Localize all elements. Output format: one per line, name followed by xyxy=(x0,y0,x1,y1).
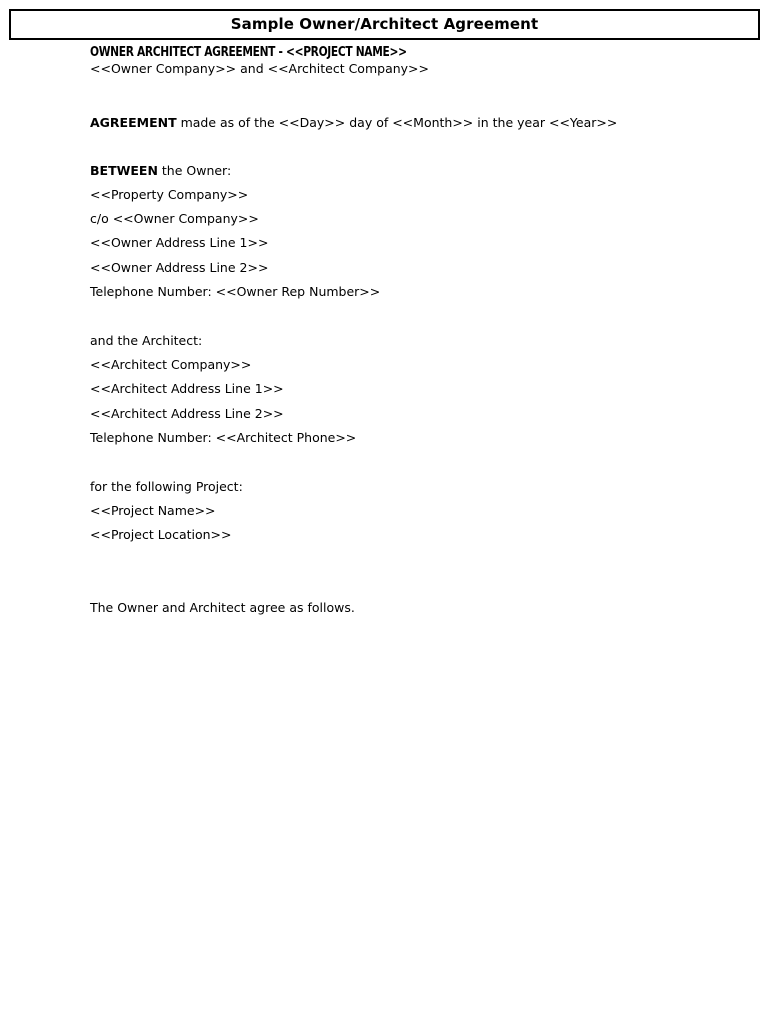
owner-line: c/o <<Owner Company>> xyxy=(90,211,259,226)
project-heading: OWNER ARCHITECT AGREEMENT - <<PROJECT NAME>> xyxy=(90,45,407,60)
project-line: <<Project Location>> xyxy=(90,527,232,542)
closing-statement: The Owner and Architect agree as follows. xyxy=(90,600,355,615)
project-intro: for the following Project: xyxy=(90,479,243,494)
architect-line: Telephone Number: <<Architect Phone>> xyxy=(90,430,357,445)
architect-line: <<Architect Address Line 1>> xyxy=(90,381,284,396)
architect-line: <<Architect Address Line 2>> xyxy=(90,406,284,421)
owner-line: <<Owner Address Line 1>> xyxy=(90,235,269,250)
document-title-banner: Sample Owner/Architect Agreement xyxy=(9,9,760,40)
owner-line: <<Property Company>> xyxy=(90,187,249,202)
agreement-text: made as of the <<Day>> day of <<Month>> in the year <<Year>> xyxy=(176,115,618,130)
between-lead: BETWEEN xyxy=(90,163,158,178)
document-body xyxy=(90,44,730,76)
agreement-lead: AGREEMENT xyxy=(90,115,177,130)
agreement-paragraph xyxy=(90,115,617,131)
architect-line: <<Architect Company>> xyxy=(90,357,252,372)
owner-line: <<Owner Address Line 2>> xyxy=(90,260,269,275)
parties-line: <<Owner Company>> and <<Architect Company>> xyxy=(90,61,429,76)
architect-intro: and the Architect: xyxy=(90,333,203,348)
project-line: <<Project Name>> xyxy=(90,503,216,518)
owner-intro xyxy=(90,163,231,179)
owner-intro-text: the Owner: xyxy=(157,163,232,178)
owner-line: Telephone Number: <<Owner Rep Number>> xyxy=(90,284,381,299)
